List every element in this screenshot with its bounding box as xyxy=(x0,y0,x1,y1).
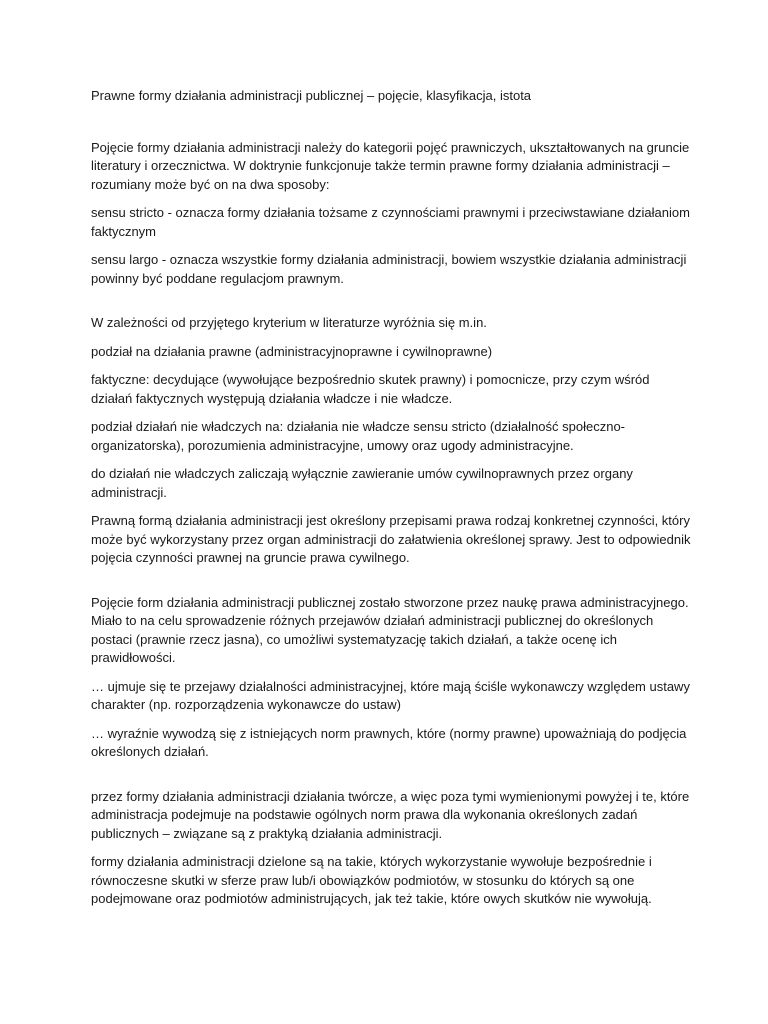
paragraph: faktyczne: decydujące (wywołujące bezpośrednio skutek prawny) i pomocnicze, przy czym wśród działań faktycznych występują działania władcze i nie władcze. xyxy=(91,372,650,406)
paragraph: podział działań nie władczych na: działania nie władcze sensu stricto (działalność społeczno-organizatorska), porozumienia administracyjne, umowy oraz ugody administracyjne. xyxy=(91,419,626,453)
paragraph: do działań nie władczych zaliczają wyłącznie zawieranie umów cywilnoprawnych przez organy administracji. xyxy=(91,466,633,500)
paragraph: sensu largo - oznacza wszystkie formy działania administracji, bowiem wszystkie działania administracji powinny być poddane regulacjom prawnym. xyxy=(91,252,687,286)
paragraph: sensu stricto - oznacza formy działania tożsame z czynnościami prawnymi i przeciwstawiane działaniom faktycznym xyxy=(91,205,690,239)
paragraph: formy działania administracji dzielone są na takie, których wykorzystanie wywołuje bezpośrednie i równoczesne skutki w sferze praw lub/i obowiązków podmiotów, w stosunku do których są one podejmowane oraz podmiotów administrujących, jak też takie, które owych skutków nie wywołują. xyxy=(91,854,652,906)
paragraph: … ujmuje się te przejawy działalności administracyjnej, które mają ściśle wykonawczy względem ustawy charakter (np. rozporządzenia wykonawcze do ustaw) xyxy=(91,678,690,712)
document-title: Prawne formy działania administracji publicznej – pojęcie, klasyfikacja, istota xyxy=(91,88,532,103)
paragraph: Pojęcie formy działania administracji należy do kategorii pojęć prawniczych, ukształtowanych na gruncie literatury i orzecznictwa. W doktrynie funkcjonuje także termin prawne formy działania administracji – rozumiany może być on na dwa sposoby: xyxy=(91,139,690,192)
paragraph: przez formy działania administracji działania twórcze, a więc poza tymi wymienionymi powyżej i te, które administracja podejmuje na podstawie ogólnych norm prawa dla wykonania określonych zadań publicznych – związane są z praktyką działania administracji. xyxy=(91,788,690,841)
paragraph: Pojęcie form działania administracji publicznej zostało stworzone przez naukę prawa administracyjnego. Miało to na celu sprowadzenie różnych przejawów działań administracji publicznej do określonych postaci (prawnie rzecz jasna), co umożliwi systematyzację takich działań, a także ocenę ich prawidłowości. xyxy=(91,594,689,665)
paragraph: W zależności od przyjętego kryterium w literaturze wyróżnia się m.in. xyxy=(91,315,487,330)
document-body xyxy=(91,87,691,919)
paragraph: Prawną formą działania administracji jest określony przepisami prawa rodzaj konkretnej czynności, który może być wykorzystany przez organ administracji do załatwienia określonej sprawy. Jest to odpowiednik pojęcia czynności prawnej na gruncie prawa cywilnego. xyxy=(91,513,691,565)
paragraph: … wyraźnie wywodzą się z istniejących norm prawnych, które (normy prawne) upoważniają do podjęcia określonych działań. xyxy=(91,725,687,759)
paragraph: podział na działania prawne (administracyjnoprawne i cywilnoprawne) xyxy=(91,343,493,359)
